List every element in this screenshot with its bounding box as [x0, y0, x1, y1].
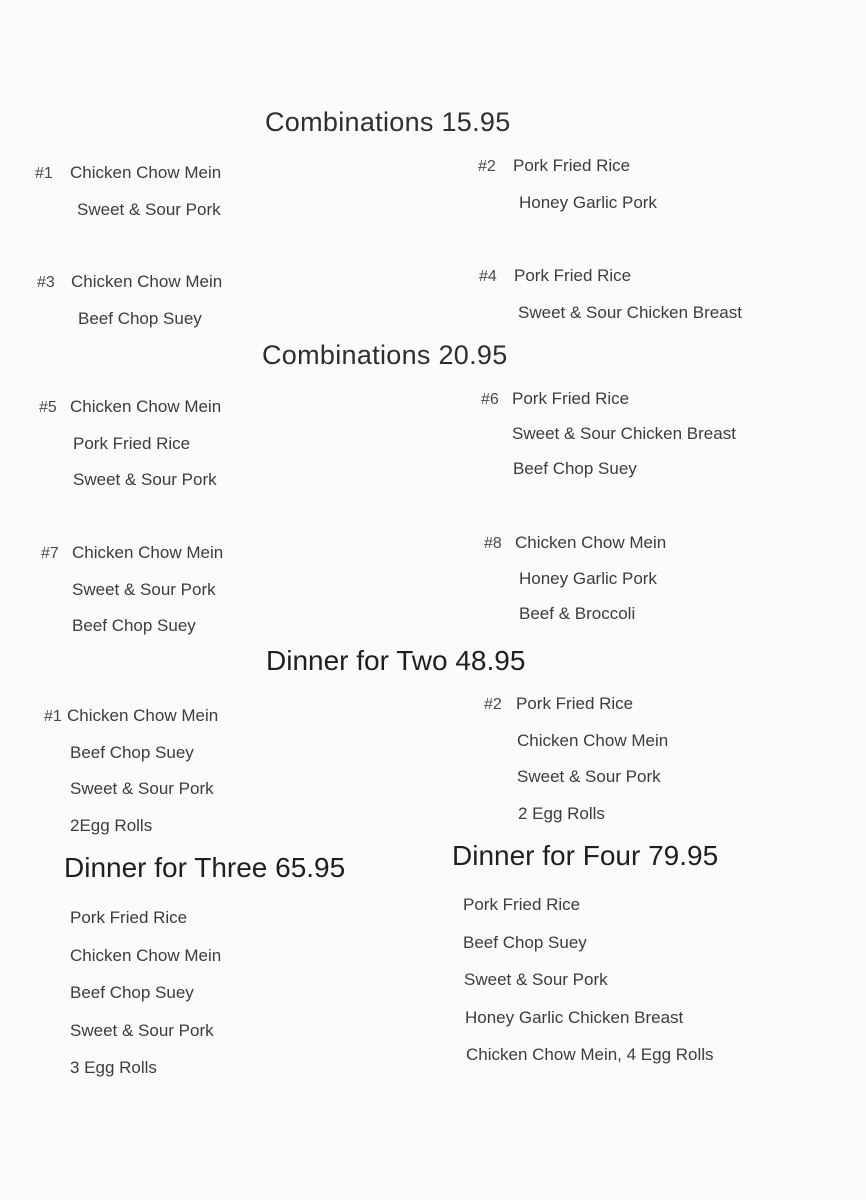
item-line: Chicken Chow Mein: [70, 163, 222, 182]
item-number: #3: [37, 274, 55, 291]
item-line: Honey Garlic Pork: [519, 568, 657, 588]
item-number: #1: [44, 708, 62, 725]
list-item: Chicken Chow Mein, 4 Egg Rolls: [466, 1045, 714, 1064]
item-line: Chicken Chow Mein: [67, 706, 219, 725]
dinner-four-list: [463, 886, 714, 1074]
item-line: Sweet & Sour Pork: [73, 470, 217, 489]
item-line: Pork Fried Rice: [516, 694, 634, 713]
item-line: Sweet & Sour Pork: [70, 779, 214, 798]
item-line: Chicken Chow Mein: [71, 272, 223, 291]
dinner-two-option-1: [44, 698, 218, 844]
item-number: #2: [478, 158, 496, 175]
list-item: Sweet & Sour Pork: [464, 970, 608, 989]
item-number: #8: [484, 535, 502, 552]
item-line: Honey Garlic Pork: [519, 192, 657, 212]
item-number: #7: [41, 545, 59, 562]
item-line: Sweet & Sour Pork: [72, 579, 216, 599]
dinner-three-list: [70, 899, 221, 1087]
item-line: Pork Fried Rice: [514, 266, 632, 285]
item-line: Chicken Chow Mein: [72, 543, 224, 562]
item-number: #2: [484, 696, 502, 713]
list-item: 3 Egg Rolls: [70, 1058, 157, 1077]
item-line: Beef Chop Suey: [72, 616, 196, 635]
item-number: #4: [479, 268, 497, 285]
item-number: #5: [39, 399, 57, 416]
combo-item-7: [41, 535, 223, 645]
item-line: Beef Chop Suey: [513, 459, 637, 478]
dinner-two-option-2: [484, 686, 668, 832]
item-line: Sweet & Sour Chicken Breast: [512, 424, 736, 443]
list-item: Chicken Chow Mein: [70, 945, 222, 965]
section-title-combinations-20-95: Combinations 20.95: [262, 340, 508, 370]
combo-item-3: [37, 264, 222, 337]
item-number: #1: [35, 165, 53, 182]
section-title-combinations-15-95: Combinations 15.95: [265, 107, 511, 137]
list-item: Sweet & Sour Pork: [70, 1020, 214, 1040]
item-line: 2 Egg Rolls: [518, 803, 605, 823]
section-title-dinner-for-three: Dinner for Three 65.95: [64, 852, 346, 883]
item-number: #6: [481, 391, 499, 408]
item-line: Sweet & Sour Pork: [77, 199, 221, 219]
list-item: Beef Chop Suey: [463, 932, 587, 952]
item-line: Pork Fried Rice: [513, 156, 631, 175]
item-line: 2Egg Rolls: [70, 815, 153, 835]
item-line: Chicken Chow Mein: [515, 533, 667, 552]
list-item: Honey Garlic Chicken Breast: [465, 1007, 684, 1027]
item-line: Pork Fried Rice: [73, 433, 191, 453]
item-line: Chicken Chow Mein: [70, 397, 222, 416]
item-line: Beef & Broccoli: [519, 604, 636, 623]
section-title-dinner-for-two: Dinner for Two 48.95: [266, 645, 526, 676]
combo-item-6: [481, 381, 736, 486]
item-line: Sweet & Sour Chicken Breast: [518, 302, 742, 322]
list-item: Beef Chop Suey: [70, 983, 194, 1002]
combo-item-5: [39, 389, 221, 499]
item-line: Pork Fried Rice: [512, 389, 630, 408]
item-line: Chicken Chow Mein: [517, 730, 669, 750]
section-title-dinner-for-four: Dinner for Four 79.95: [452, 840, 719, 871]
combo-item-2: [478, 148, 657, 221]
combo-item-1: [35, 155, 221, 228]
item-line: Beef Chop Suey: [78, 308, 202, 328]
list-item: Pork Fried Rice: [70, 908, 188, 927]
item-line: Sweet & Sour Pork: [517, 767, 661, 786]
item-line: Beef Chop Suey: [70, 742, 194, 762]
combo-item-8: [484, 525, 666, 632]
list-item: Pork Fried Rice: [463, 895, 581, 914]
combo-item-4: [479, 258, 742, 331]
